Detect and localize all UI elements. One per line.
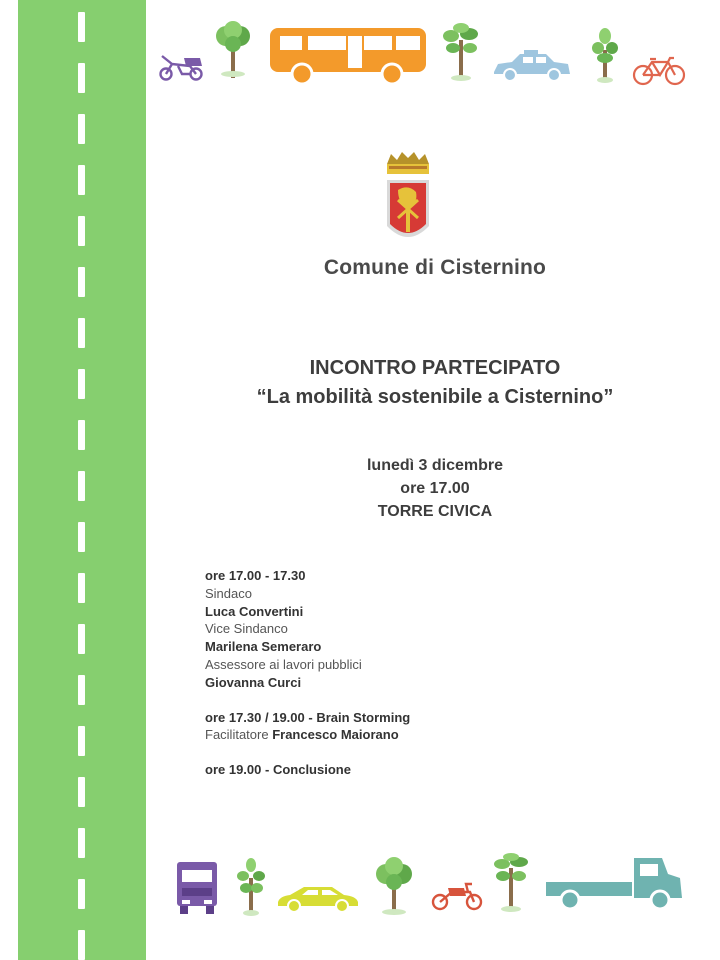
- speaker-name: Luca Convertini: [205, 603, 304, 619]
- scooter-icon: [158, 50, 206, 82]
- facilitator-line: [205, 726, 410, 744]
- municipality-name: Comune di Cisternino: [323, 256, 547, 279]
- speaker-name: Giovanna Curci: [205, 674, 302, 690]
- bicycle-icon: [632, 56, 686, 86]
- event-title: INCONTRO PARTECIPATO: [309, 357, 561, 379]
- event-time: ore 17.00: [400, 480, 470, 497]
- road-dash: [78, 216, 85, 246]
- tree-icon: [374, 856, 414, 916]
- road-dash: [78, 267, 85, 297]
- speaker-role: Sindaco: [205, 585, 252, 601]
- road-dash: [78, 63, 85, 93]
- road-dash: [78, 369, 85, 399]
- road-dash: [78, 114, 85, 144]
- event-subtitle: “La mobilità sostenibile a Cisternino”: [256, 386, 614, 408]
- road-strip: [18, 0, 146, 960]
- speaker-role: Assessore ai lavori pubblici: [205, 656, 362, 672]
- road-dash: [78, 879, 85, 909]
- program-slot: [205, 709, 410, 727]
- pickup-truck-icon: [544, 856, 684, 914]
- truck-icon: [176, 860, 218, 916]
- road-dash: [78, 573, 85, 603]
- event-date: lunedì 3 dicembre: [366, 457, 504, 474]
- program-slot-time: ore 19.00: [205, 762, 262, 778]
- road-dash: [78, 471, 85, 501]
- road-dash: [78, 12, 85, 42]
- road-dash: [78, 522, 85, 552]
- tree-icon: [590, 28, 620, 84]
- program-slot-time: ore 17.00 - 17.30: [205, 568, 306, 583]
- event-place: TORRE CIVICA: [377, 503, 493, 520]
- road-dash: [78, 828, 85, 858]
- road-dash: [78, 930, 85, 960]
- road-dash: [78, 675, 85, 705]
- municipal-crest-icon: [384, 152, 432, 246]
- program-slot-separator: -: [261, 762, 273, 778]
- tree-icon: [492, 852, 530, 912]
- facilitator-name: Francesco Maiorano: [272, 727, 399, 743]
- program-schedule: [205, 567, 410, 779]
- event-when: [150, 454, 720, 523]
- road-dash: [78, 165, 85, 195]
- event-heading: [150, 354, 720, 412]
- bus-icon: [268, 26, 430, 86]
- road-dash: [78, 777, 85, 807]
- tree-icon: [441, 22, 481, 82]
- program-slot-separator: -: [304, 709, 317, 725]
- road-dash: [78, 420, 85, 450]
- motorcycle-icon: [430, 880, 484, 912]
- road-dash: [78, 624, 85, 654]
- speaker-name: Marilena Semeraro: [205, 639, 322, 655]
- road-dash: [78, 318, 85, 348]
- program-slot: [205, 761, 410, 779]
- facilitator-label: Facilitatore: [205, 727, 273, 743]
- tree-icon: [214, 20, 252, 80]
- road-dash: [78, 726, 85, 756]
- program-slot-time: ore 17.30 / 19.00: [205, 709, 305, 725]
- tree-icon: [236, 858, 266, 916]
- car-icon: [490, 50, 574, 84]
- car-icon: [276, 884, 360, 914]
- program-slot-title: Conclusione: [272, 762, 351, 778]
- program-slot-title: Brain Storming: [316, 709, 411, 725]
- speaker-role: Vice Sindanco: [205, 621, 288, 637]
